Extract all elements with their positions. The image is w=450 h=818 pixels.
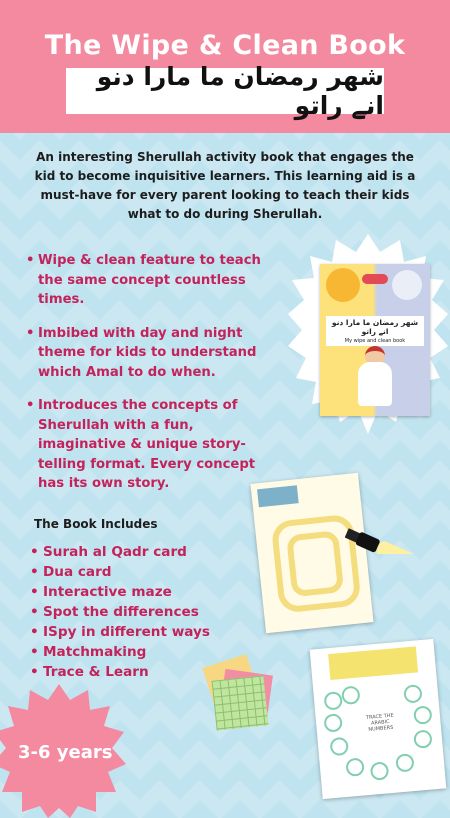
trace-circle bbox=[413, 705, 433, 725]
cover-title-panel bbox=[326, 316, 424, 346]
trace-banner bbox=[328, 646, 418, 680]
trace-page-label: TRACE THE ARABIC NUMBERS bbox=[365, 712, 394, 733]
trace-circle bbox=[370, 761, 390, 781]
cover-subtitle: My wipe and clean book bbox=[344, 338, 406, 344]
trace-circle bbox=[329, 737, 349, 757]
urdu-title: شهر رمضان ما مارا دنو انے راتو bbox=[96, 62, 384, 120]
brand-logo bbox=[362, 274, 388, 284]
includes-list bbox=[30, 542, 210, 682]
moon-icon bbox=[392, 270, 422, 300]
urdu-title-box bbox=[66, 62, 384, 120]
age-range-text: 3-6 years bbox=[18, 742, 113, 763]
includes-heading: The Book Includes bbox=[34, 517, 158, 531]
sticky-note bbox=[212, 675, 269, 730]
book-cover-image bbox=[320, 264, 430, 416]
trace-circle bbox=[323, 691, 343, 711]
marker-pen-icon bbox=[345, 528, 450, 554]
maze-inner-path-illustration bbox=[286, 530, 344, 597]
sun-icon bbox=[326, 268, 360, 302]
kid-body-illustration bbox=[358, 362, 392, 406]
feature-item: • Wipe & clean feature to teach the same concept countless times. bbox=[26, 251, 276, 310]
includes-item: • Dua card bbox=[30, 562, 210, 582]
maze-header-illustration bbox=[257, 485, 299, 507]
trace-circle bbox=[341, 686, 361, 706]
includes-item: • ISpy in different ways bbox=[30, 622, 210, 642]
includes-item: • Spot the differences bbox=[30, 602, 210, 622]
page-title: The Wipe & Clean Book bbox=[44, 30, 406, 61]
trace-circle bbox=[403, 684, 423, 704]
feature-list bbox=[26, 251, 276, 508]
includes-item: • Matchmaking bbox=[30, 642, 210, 662]
trace-circle bbox=[323, 713, 343, 733]
intro-text: An interesting Sherullah activity book that engages the kid to become inquisitive learners. This learning aid is a must-have for every parent looking to teach their kids what to do during Sherullah. bbox=[34, 150, 416, 221]
trace-circle bbox=[395, 753, 415, 773]
includes-item: • Interactive maze bbox=[30, 582, 210, 602]
sticky-notes-illustration bbox=[200, 660, 280, 730]
cover-urdu-title: شهر رمضان ما مارا دنو انے راتو bbox=[331, 318, 419, 336]
feature-item: • Imbibed with day and night theme for kids to understand which Amal to do when. bbox=[26, 324, 276, 383]
trace-circle bbox=[345, 757, 365, 777]
trace-page-image bbox=[310, 639, 447, 799]
includes-item: • Surah al Qadr card bbox=[30, 542, 210, 562]
header-banner bbox=[0, 0, 450, 133]
includes-item: • Trace & Learn bbox=[30, 662, 210, 682]
feature-item: • Introduces the concepts of Sherullah with a fun, imaginative & unique story-telling format. Every concept has its own story. bbox=[26, 396, 276, 494]
trace-circle bbox=[413, 729, 433, 749]
